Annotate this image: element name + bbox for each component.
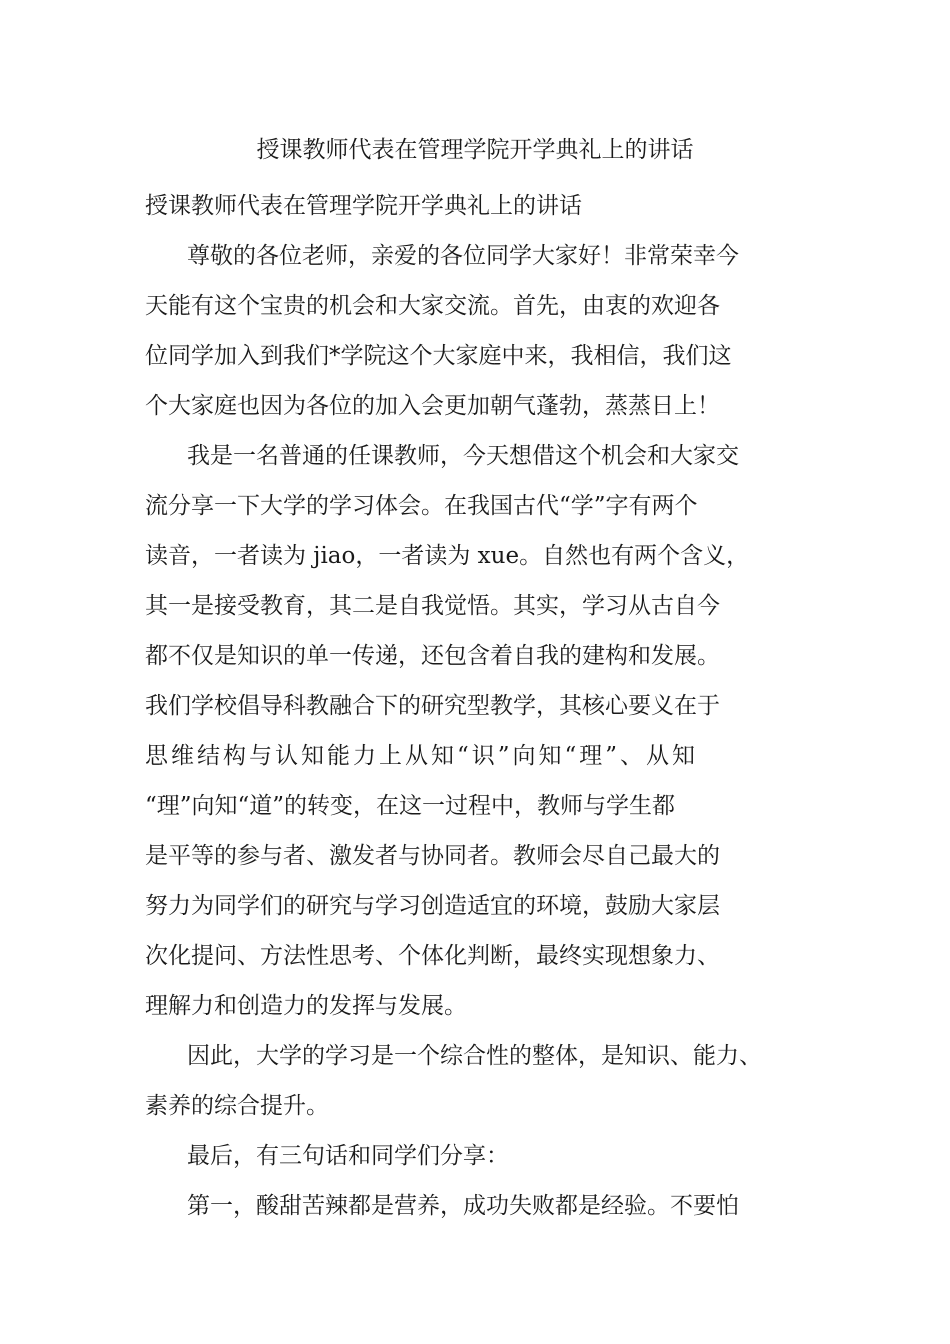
paragraph-line: 最后，有三句话和同学们分享： (187, 1143, 509, 1169)
paragraph-line: 理解力和创造力的发挥与发展。 (145, 993, 467, 1019)
document-body (145, 181, 825, 1231)
paragraph-line: 是平等的参与者、激发者与协同者。教师会尽自己最大的 (145, 843, 720, 869)
paragraph-line: 素养的综合提升。 (145, 1093, 329, 1119)
paragraph-line: 努力为同学们的研究与学习创造适宜的环境，鼓励大家层 (145, 893, 720, 919)
paragraph-line: 都不仅是知识的单一传递，还包含着自我的建构和发展。 (145, 643, 720, 669)
paragraph-line: 我是一名普通的任课教师，今天想借这个机会和大家交 (187, 443, 739, 469)
paragraph-line: 读音，一者读为 jiao，一者读为 xue。自然也有两个含义， (145, 543, 750, 569)
paragraph-first-point (145, 1181, 825, 1231)
document-subtitle: 授课教师代表在管理学院开学典礼上的讲话 (145, 193, 582, 219)
paragraph-greeting (145, 231, 825, 431)
paragraph-learning (145, 431, 825, 1031)
paragraph-line: 位同学加入到我们*学院这个大家庭中来，我相信，我们这 (145, 343, 732, 369)
paragraph-line: 第一，酸甜苦辣都是营养，成功失败都是经验。不要怕 (187, 1193, 739, 1219)
paragraph-line: 思维结构与认知能力上从知“识”向知“理”、从知 (145, 743, 699, 769)
document-title: 授课教师代表在管理学院开学典礼上的讲话 (256, 137, 694, 163)
paragraph-line: 其一是接受教育，其二是自我觉悟。其实，学习从古自今 (145, 593, 720, 619)
paragraph-line: 个大家庭也因为各位的加入会更加朝气蓬勃，蒸蒸日上！ (145, 393, 720, 419)
paragraph-closing-intro (145, 1131, 825, 1181)
paragraph-line: 次化提问、方法性思考、个体化判断，最终实现想象力、 (145, 943, 720, 969)
paragraph-line: 天能有这个宝贵的机会和大家交流。首先，由衷的欢迎各 (145, 293, 720, 319)
paragraph-summary (145, 1031, 825, 1131)
paragraph-line: 因此，大学的学习是一个综合性的整体，是知识、能力、 (187, 1043, 762, 1069)
paragraph-line: 我们学校倡导科教融合下的研究型教学，其核心要义在于 (145, 693, 720, 719)
paragraph-line: “理”向知“道”的转变，在这一过程中，教师与学生都 (145, 793, 676, 819)
paragraph-line: 尊敬的各位老师，亲爱的各位同学大家好！非常荣幸今 (187, 243, 739, 269)
paragraph-line: 流分享一下大学的学习体会。在我国古代“学”字有两个 (145, 493, 698, 519)
